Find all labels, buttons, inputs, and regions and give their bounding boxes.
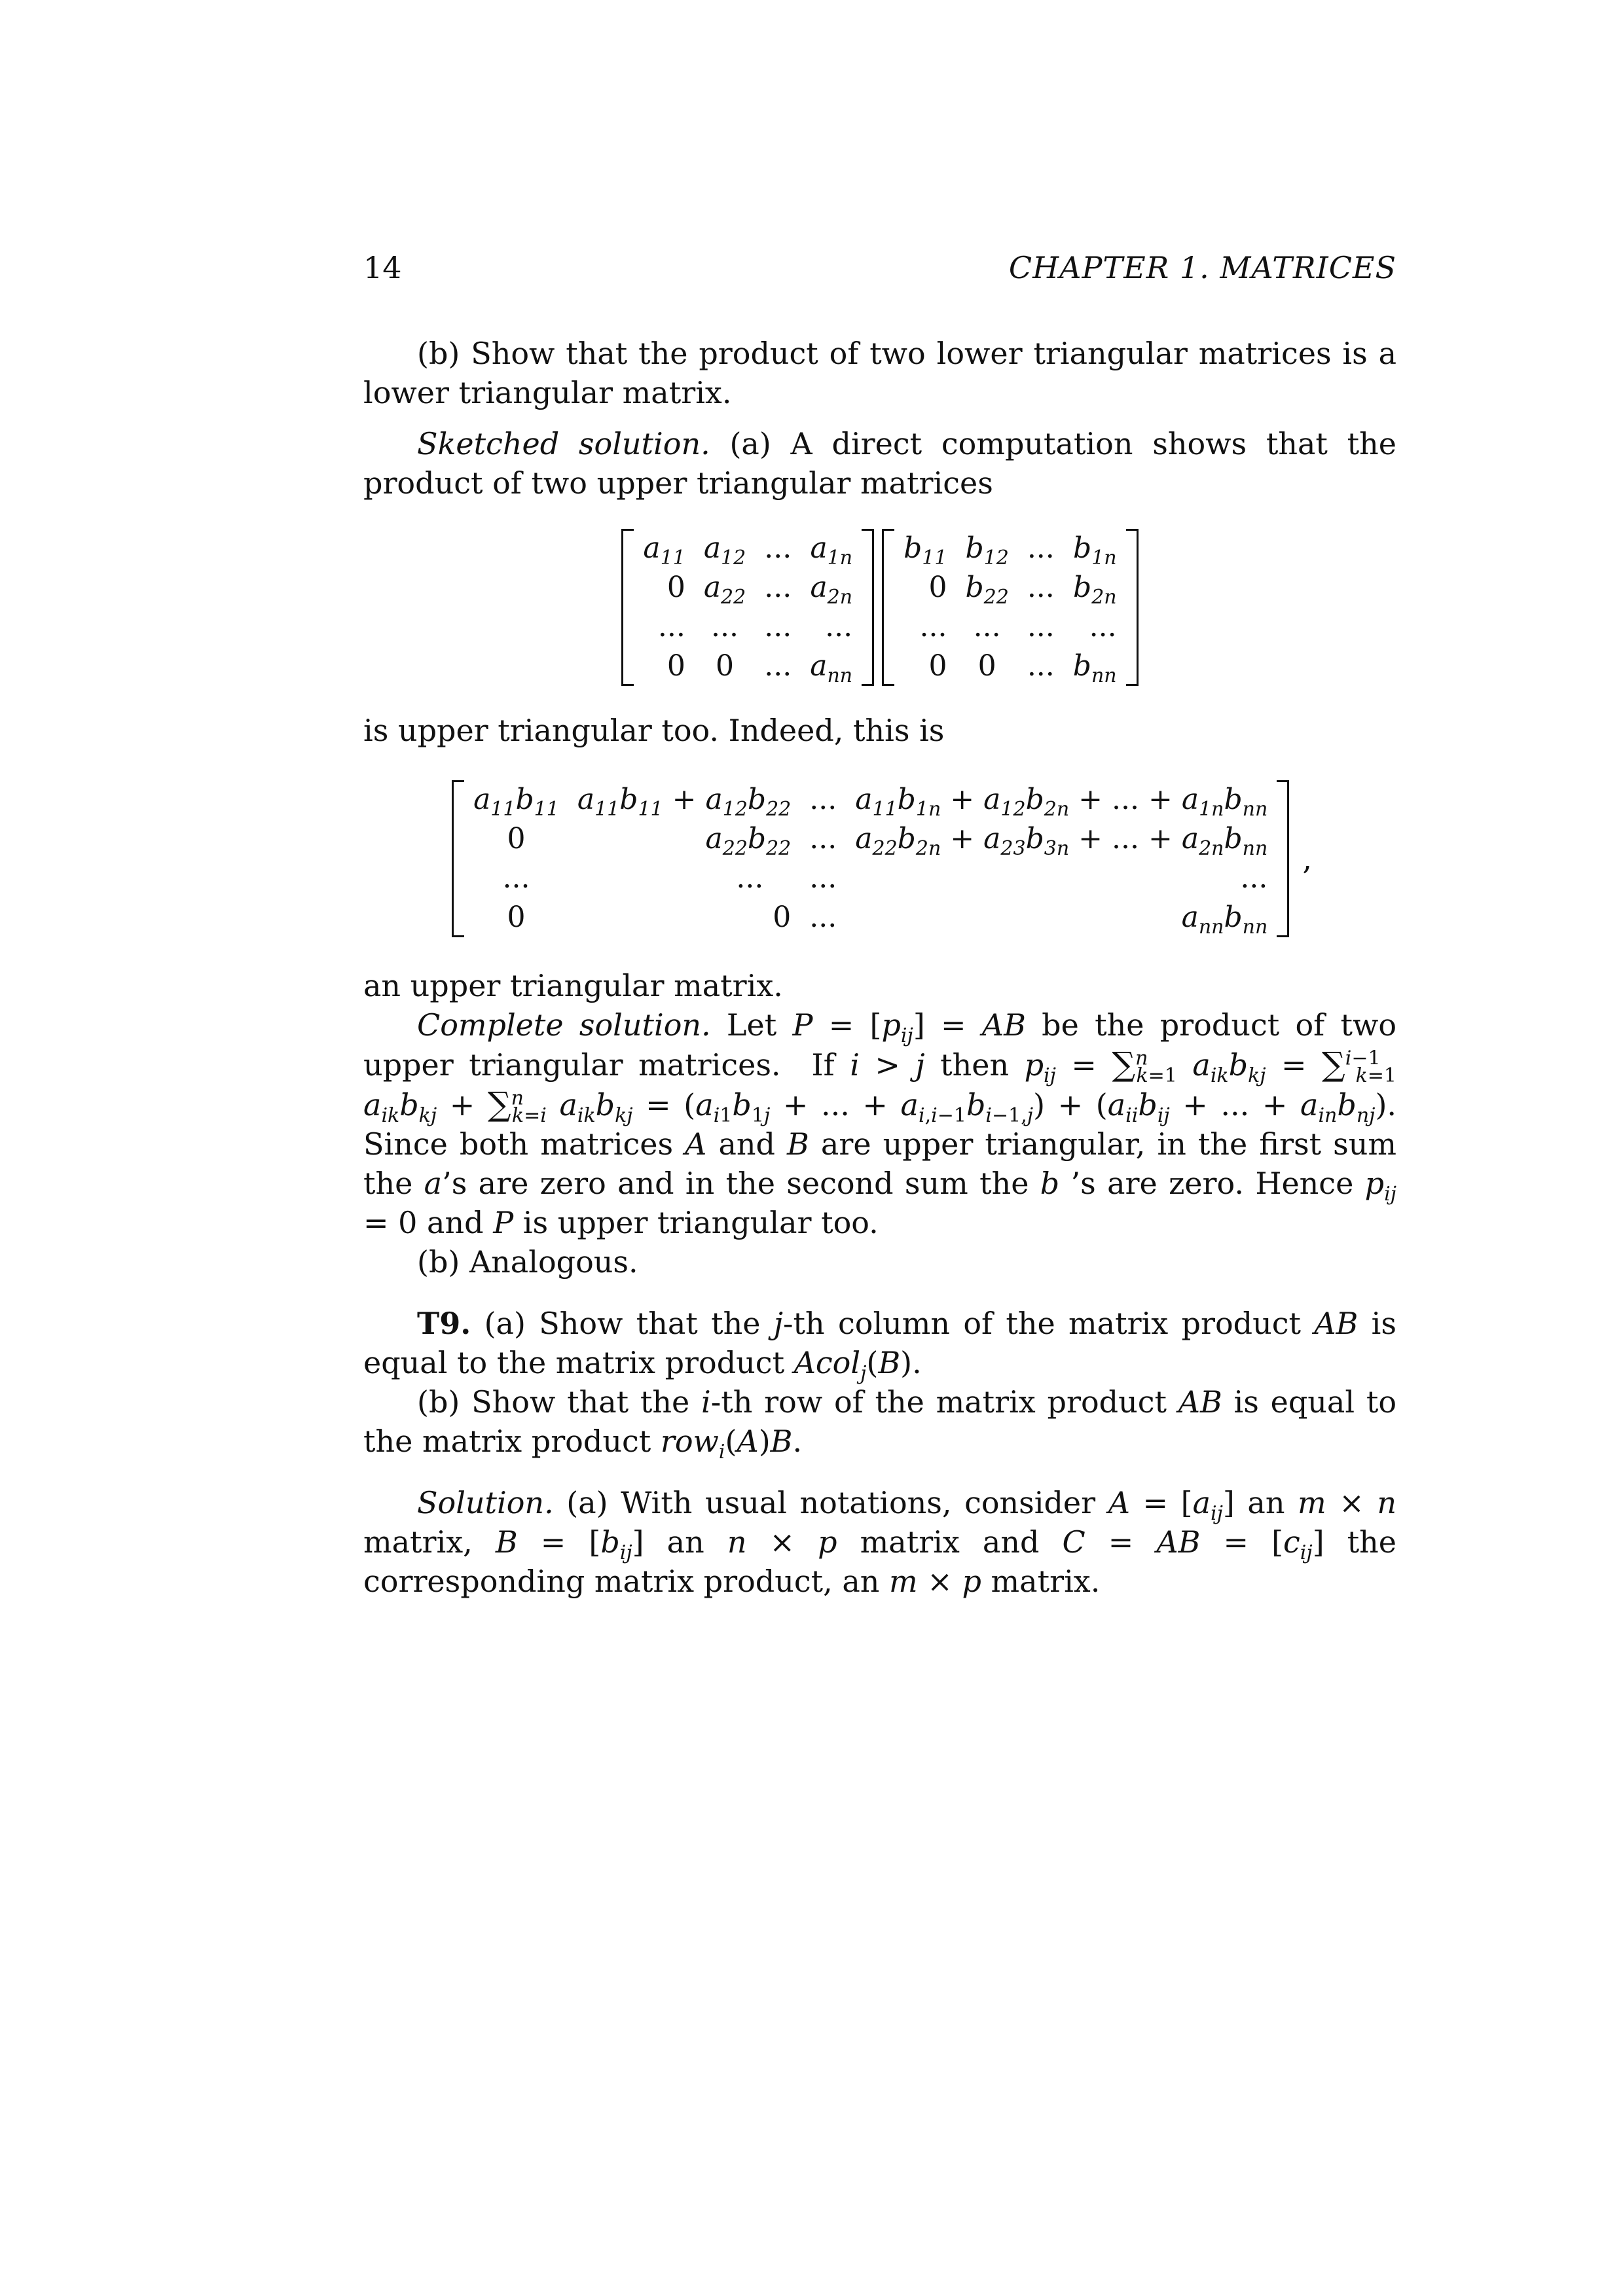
sketched-solution-text: (a) A direct computation shows that the product of two upper triangular matrices [363, 426, 1396, 501]
bnn: $b_{nn}$ [1072, 649, 1117, 687]
running-header [363, 250, 1396, 289]
b11: $b_{11}$ [903, 531, 947, 569]
matrix-b: $b_{11}$ $b_{12}$ ... $b_{1n}$ 0 $b_{22}$ ... $b_{2n}$ ... ... ... ... 0 0 ... $b_{nn}$ [882, 529, 1139, 686]
matrix-a: $a_{11}$ $a_{12}$ ... $a_{1n}$ 0 $a_{22}$ ... $a_{2n}$ ... ... ... ... 0 0 ... $a_{nn}$ [621, 529, 874, 686]
paragraph-upper-triangular: is upper triangular too. Indeed, this is [363, 713, 945, 748]
part-b-label: (b) [417, 336, 460, 371]
paragraph-complete-solution: Complete solution. Let $P = [p_{ij}]$ = AB be the product of two upper triangular matrices. If i > j then $p_{ij} = \sum^n_{k=1}$ $a_{ik}b_{kj} = \sum^{i-1}_{k=1}$ $a_{ik}b_{kj} + \sum^n_{k=i}$ $a_{ik}b_{kj} = (a_{i1}b_{1j}$ + ... + $a_{i,i-1}b_{i-1,j}) + (a_{ii}b_{ij}$ + ... + $a_{in}b_{nj}$). Since both matrices A and B are upper triangular, in the first sum the a’s are zero and in the second sum the b ’s are zero. Hence $p_{ij} = 0$ and P is upper triangular too. [363, 1007, 1397, 1240]
solution-label: Solution. [417, 1485, 554, 1520]
complete-solution-label: Complete solution. [417, 1007, 711, 1043]
sketched-solution-label: Sketched solution. [417, 426, 710, 461]
a2n: $a_{2n}$ [810, 571, 853, 609]
paragraph-t9-b: (b) Show that the i-th row of the matrix product AB is equal to the matrix product row$_i$(A)B. [363, 1384, 1397, 1464]
paragraph-solution: Solution. (a) With usual notations, consider $A = [a_{ij}]$ an m × n matrix, $B = [b_{ij}]$ an n × p matrix and C = AB = $[c_{ij}]$ the corresponding matrix product, an m × p matrix. [363, 1485, 1397, 1599]
ann: $a_{nn}$ [810, 649, 853, 687]
paragraph-conclusion: an upper triangular matrix. [363, 968, 783, 1003]
matrix-product-display [363, 529, 1396, 686]
b12: $b_{12}$ [965, 531, 1009, 569]
paragraph-analogous: (b) Analogous. [417, 1244, 638, 1280]
part-b-text: Show that the product of two lower triangular matrices is a lower triangular matrix. [363, 336, 1397, 410]
page-number: 14 [363, 250, 402, 285]
main-text [363, 334, 1396, 1601]
chapter-title: CHAPTER 1. MATRICES [1008, 250, 1396, 285]
b22: $b_{22}$ [965, 571, 1009, 609]
a22: $a_{22}$ [703, 571, 746, 609]
a12: $a_{12}$ [703, 531, 746, 569]
t9-label: T9. [417, 1306, 471, 1341]
paragraph-sketched-solution [363, 424, 1396, 503]
paragraph-t9-a: T9. (a) Show that the j-th column of the matrix product AB is equal to the matrix product Acol$_j$(B). [363, 1306, 1396, 1386]
paragraph-part-b [363, 334, 1396, 412]
b1n: $b_{1n}$ [1073, 531, 1117, 569]
product-matrix: $a_{11}b_{11}$ $a_{11}b_{11} + a_{12}b_{22}$ ... $a_{11}b_{1n} + a_{12}b_{2n}$ + ... + $a_{1n}b_{nn}$ 0 $a_{22}b_{22}$ ... $a_{22}b_{2n} + a_{23}b_{3n}$ + ... + $a_{2n}b_{nn}$ ... ... ... ... 0 0 ... $a_{nn}b_{nn}$ [452, 780, 1289, 937]
a11: $a_{11}$ [643, 531, 685, 569]
b2n: $b_{2n}$ [1073, 571, 1117, 609]
a1n: $a_{1n}$ [810, 531, 853, 569]
product-matrix-display: $a_{11}b_{11}$ $a_{11}b_{11} + a_{12}b_{22}$ ... $a_{11}b_{1n} + a_{12}b_{2n}$ + ... + $a_{1n}b_{nn}$ 0 $a_{22}b_{22}$ ... $a_{22}b_{2n} + a_{23}b_{3n}$ + ... + $a_{2n}b_{nn}$ ... ... ... ... 0 0 ... $a_{nn}b_{nn}$ , [363, 780, 1396, 937]
